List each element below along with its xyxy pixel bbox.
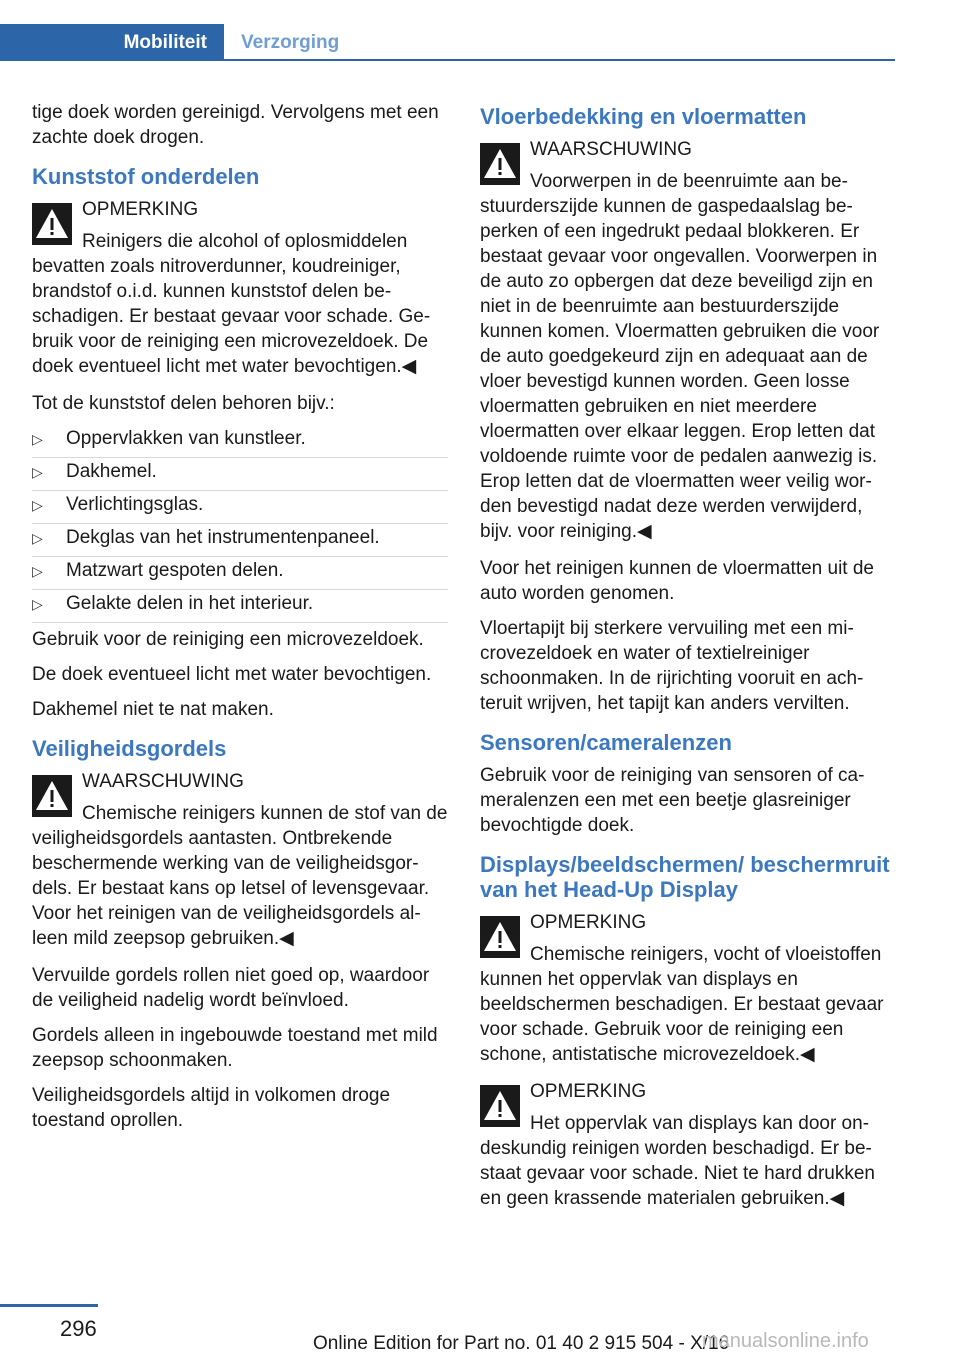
header-divider <box>224 59 895 61</box>
note-label: OPMERKING <box>530 912 647 933</box>
right-column <box>480 100 896 1223</box>
bullet-triangle-icon: ▷ <box>32 563 43 579</box>
list-item: ▷ Matzwart gespoten delen. <box>32 558 448 590</box>
tab-verzorging[interactable]: Verzorging <box>241 31 340 53</box>
list-item: ▷ Oppervlakken van kunstleer. <box>32 426 448 458</box>
warning-triangle-icon <box>480 916 520 958</box>
online-edition-text: Online Edition for Part no. 01 40 2 915 504 - X/16 <box>313 1333 730 1354</box>
header-tabs <box>0 0 895 62</box>
tab-mobiliteit[interactable]: Mobiliteit <box>0 24 224 61</box>
heading-sensoren: Sensoren/cameralenzen <box>480 730 732 755</box>
note-displays-1 <box>480 910 896 1067</box>
list-item: ▷ Verlichtingsglas. <box>32 492 448 524</box>
heading-vloer: Vloerbedekking en vloermatten <box>480 104 807 129</box>
warning-triangle-icon <box>32 775 72 817</box>
bullet-triangle-icon: ▷ <box>32 464 43 480</box>
page-number: 296 <box>60 1316 97 1341</box>
heading-displays: Displays/beeldschermen/ beschermruit van het Head-Up Display <box>480 852 890 902</box>
paragraph: Gordels alleen in ingebouwde toestand met mild zeepsop schoonmaken. <box>32 1025 438 1071</box>
paragraph: De doek eventueel licht met water bevochtigen. <box>32 664 432 685</box>
warning-triangle-icon <box>32 203 72 245</box>
list-intro: Tot de kunststof delen behoren bijv.: <box>32 393 335 414</box>
list-item: ▷ Gelakte delen in het interieur. <box>32 591 448 623</box>
note-label: OPMERKING <box>530 1081 647 1102</box>
paragraph: Gebruik voor de reiniging van sensoren of cameralenzen een met een beetje glasreiniger bevochtigde doek. <box>480 765 865 836</box>
paragraph: Vervuilde gordels rollen niet goed op, waardoor de veiligheid nadelig wordt beïnvloed. <box>32 965 430 1011</box>
warning-vloer <box>480 137 896 544</box>
bullet-triangle-icon: ▷ <box>32 431 43 447</box>
heading-veiligheidsgordels: Veiligheidsgordels <box>32 736 227 761</box>
kunststof-list <box>32 426 448 623</box>
warning-gordels <box>32 769 448 951</box>
note-text: Reinigers die alcohol of oplosmiddelen bevatten zoals nitroverdunner, koudreiniger, brandstof o.i.d. kunnen kunststof delen beschadigen. Er bestaat gevaar voor schade. Gebruik voor de reiniging een microvezeldoek. De doek eventueel licht met water bevochtigen.◀ <box>32 231 431 377</box>
paragraph: Dakhemel niet te nat maken. <box>32 699 274 720</box>
footer-accent-line <box>0 1304 98 1307</box>
watermark: manualsonline.info <box>702 1330 869 1352</box>
left-column <box>32 100 448 1143</box>
note-displays-2 <box>480 1079 896 1211</box>
list-item: ▷ Dekglas van het instrumentenpaneel. <box>32 525 448 557</box>
list-item: ▷ Dakhemel. <box>32 459 448 491</box>
paragraph: Voor het reinigen kunnen de vloermatten uit de auto worden genomen. <box>480 558 874 604</box>
note-text: Chemische reinigers kunnen de stof van de veiligheidsgordels aantasten. Ontbrekende beschermende werking van de veiligheidsgordels. Er bestaat kans op letsel of levensgevaar. Voor het reinigen van de veiligheidsgordels alleen mild zeepsop gebruiken.◀ <box>32 803 448 949</box>
note-text: Voorwerpen in de beenruimte aan bestuurderszijde kunnen de gaspedaalslag beperken of een ingedrukt pedaal blokkeren. Er bestaat gevaar voor ongevallen. Voorwerpen in de auto zo opbergen dat deze beveiligd zijn en niet in de beenruimte aan bestuurderszijde kunnen komen. Vloermatten gebruiken die voor de auto goedgekeurd zijn en adequaat aan de vloer bevestigd kunnen worden. Geen losse vloermatten gebruiken en niet meerdere vloermatten over elkaar leggen. Erop letten dat voldoende ruimte voor de pedalen aanwezig is. Erop letten dat de vloermatten weer veilig worden bevestigd nadat deze werden verwijderd, bijv. voor reiniging.◀ <box>480 171 880 542</box>
bullet-triangle-icon: ▷ <box>32 596 43 612</box>
note-text: Het oppervlak van displays kan door ondeskundig reinigen worden beschadigd. Er bestaat gevaar voor schade. Niet te hard drukken en geen krassende materialen gebruiken.◀ <box>480 1113 876 1209</box>
note-label: WAARSCHUWING <box>82 771 244 792</box>
paragraph: Veiligheidsgordels altijd in volkomen droge toestand oprollen. <box>32 1085 391 1131</box>
warning-triangle-icon <box>480 1085 520 1127</box>
warning-triangle-icon <box>480 143 520 185</box>
note-label: WAARSCHUWING <box>530 139 692 160</box>
paragraph: Gebruik voor de reiniging een microvezeldoek. <box>32 629 424 650</box>
note-label: OPMERKING <box>82 199 199 220</box>
paragraph: Vloertapijt bij sterkere vervuiling met een microvezeldoek en water of textielreiniger schoonmaken. In de rijrichting vooruit en achteruit wrijven, het tapijt kan anders vervilten. <box>480 618 864 714</box>
bullet-triangle-icon: ▷ <box>32 497 43 513</box>
bullet-triangle-icon: ▷ <box>32 530 43 546</box>
note-text: Chemische reinigers, vocht of vloeistoffen kunnen het oppervlak van displays en beeldschermen beschadigen. Er bestaat gevaar voor schade. Gebruik voor de reiniging een schone, antistatische microvezeldoek.◀ <box>480 944 884 1065</box>
note-kunststof <box>32 197 448 379</box>
heading-kunststof: Kunststof onderdelen <box>32 164 260 189</box>
intro-paragraph: tige doek worden gereinigd. Vervolgens met een zachte doek drogen. <box>32 102 439 148</box>
